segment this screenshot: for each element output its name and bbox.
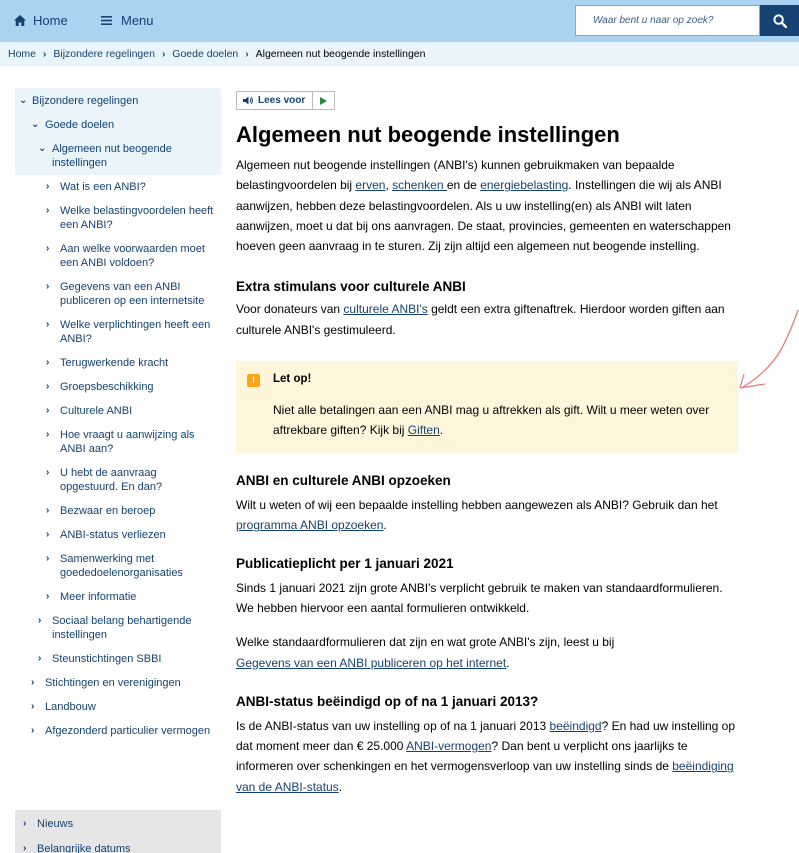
sidebar-item-nieuws[interactable] <box>15 810 221 835</box>
chevron-down-icon: ⌄ <box>38 143 47 154</box>
link-beeindigd[interactable]: beëindigd <box>549 718 602 733</box>
intro-text: . Instellingen die wij als ANBI aanwijzen, hebben deze belastingvoordelen. Als u uw instelling(en) als ANBI wilt laten aanwijzen, moet u dat bij ons aanvragen. De staat, provincies, gemeenten en waterschappen hoeven geen aanvraag in te sturen. Zij zijn altijd een algemeen nut beogende instelling. <box>236 178 731 254</box>
search-button[interactable] <box>760 5 799 36</box>
sidebar-item-label: Goede doelen <box>45 119 115 131</box>
chevron-right-icon: › <box>23 818 27 829</box>
breadcrumb-current: Algemeen nut beogende instellingen <box>255 48 426 60</box>
sidebar-item-aanvraag-opgestuurd[interactable] <box>15 461 221 499</box>
opzoeken-text: Wilt u weten of wij een bepaalde instelling hebben aangewezen als ANBI? Gebruik dan het <box>236 498 718 513</box>
hamburger-icon <box>101 16 112 25</box>
intro-text: , <box>385 178 393 193</box>
home-label: Home <box>33 13 68 28</box>
sidebar-item-afgezonderd-vermogen[interactable] <box>15 719 221 743</box>
link-programma-anbi-opzoeken[interactable]: programma ANBI opzoeken <box>236 518 384 533</box>
heading-publicatieplicht: Publicatieplicht per 1 januari 2021 <box>236 555 454 571</box>
lees-voor-button[interactable] <box>237 92 313 109</box>
sidebar-item-label: Aan welke voorwaarden moet een ANBI voldoen? <box>60 243 205 269</box>
breadcrumb-bijzondere-regelingen[interactable]: Bijzondere regelingen <box>53 48 155 60</box>
sidebar-item-label: Sociaal belang behartigende instellingen <box>52 615 192 641</box>
sidebar-item-label: Gegevens van een ANBI publiceren op een internetsite <box>60 281 205 307</box>
notice-box <box>236 361 738 453</box>
page-title: Algemeen nut beogende instellingen <box>236 122 620 147</box>
sidebar-item-sbbi[interactable] <box>15 609 221 647</box>
sidebar-item-landbouw[interactable] <box>15 695 221 719</box>
sidebar-item-culturele-anbi[interactable] <box>15 399 221 423</box>
heading-anbi-opzoeken: ANBI en culturele ANBI opzoeken <box>236 473 451 489</box>
play-button[interactable] <box>313 92 334 109</box>
status-text: ? Dan bent u verplicht ons jaarlijks te informeren over schenkingen en het vermogensverloop van uw instelling sinds de <box>236 739 688 774</box>
chevron-right-icon: › <box>46 529 50 540</box>
sidebar-item-label: Wat is een ANBI? <box>60 181 146 193</box>
sidebar-navigation <box>15 88 221 743</box>
lees-voor-label: Lees voor <box>258 95 306 106</box>
sidebar-item-belastingvoordelen[interactable] <box>15 199 221 237</box>
home-link[interactable] <box>14 13 68 28</box>
sidebar-item-samenwerking[interactable] <box>15 547 221 585</box>
menu-label: Menu <box>121 13 154 28</box>
link-gegevens-publiceren[interactable]: Gegevens van een ANBI publiceren op het internet <box>236 655 507 670</box>
sidebar-item-label: Afgezonderd particulier vermogen <box>45 725 211 737</box>
search-icon <box>773 14 787 28</box>
top-navigation-bar <box>0 0 799 42</box>
sidebar-item-label: Landbouw <box>45 701 96 713</box>
sidebar-item-label: Hoe vraagt u aanwijzing als ANBI aan? <box>60 429 195 455</box>
annotation-arrow-icon <box>738 308 799 393</box>
sidebar-item-voorwaarden[interactable] <box>15 237 221 275</box>
notice-body: Niet alle betalingen aan een ANBI mag u aftrekken als gift. Wilt u meer weten over aftrekbare giften? Kijk bij <box>273 403 710 438</box>
sidebar-item-goede-doelen[interactable] <box>15 113 221 137</box>
sidebar-item-meer-informatie[interactable] <box>15 585 221 609</box>
sidebar-item-label: Welke verplichtingen heeft een ANBI? <box>60 319 211 345</box>
link-beeindiging-anbi-status[interactable]: beëindiging van de ANBI-status <box>236 759 734 794</box>
chevron-right-icon: › <box>46 505 50 516</box>
sidebar-item-label: Bijzondere regelingen <box>32 95 139 107</box>
link-anbi-vermogen[interactable]: ANBI-vermogen <box>406 739 492 754</box>
sidebar-item-label: Meer informatie <box>60 591 137 603</box>
heading-anbi-status-beeindigd: ANBI-status beëindigd op of na 1 januari 2013? <box>236 693 539 709</box>
sidebar-item-belangrijke-datums[interactable] <box>15 835 221 853</box>
chevron-right-icon: › <box>31 701 35 712</box>
breadcrumb-separator-icon: › <box>43 48 47 60</box>
status-text: ? En had uw instelling op dat moment meer dan € 25.000 <box>236 718 736 754</box>
breadcrumb-goede-doelen[interactable]: Goede doelen <box>172 48 239 60</box>
sidebar-item-terugwerkende-kracht[interactable] <box>15 351 221 375</box>
link-culturele-anbis[interactable]: culturele ANBI's <box>343 302 428 317</box>
sidebar-item-anbi[interactable] <box>15 137 221 175</box>
link-erven[interactable]: erven <box>355 178 386 193</box>
chevron-down-icon: ⌄ <box>31 119 40 130</box>
notice-text <box>273 400 728 441</box>
sidebar-item-label: Stichtingen en verenigingen <box>45 677 181 689</box>
extra-text: Voor donateurs van <box>236 302 344 317</box>
chevron-right-icon: › <box>46 405 50 416</box>
sidebar-item-label: ANBI-status verliezen <box>60 529 166 541</box>
sidebar-item-label: Groepsbeschikking <box>60 381 154 393</box>
link-energiebelasting[interactable]: energiebelasting <box>480 178 569 193</box>
sidebar-item-label: Culturele ANBI <box>60 405 133 417</box>
chevron-right-icon: › <box>46 319 50 330</box>
sidebar-item-verplichtingen[interactable] <box>15 313 221 351</box>
chevron-right-icon: › <box>23 843 27 853</box>
chevron-right-icon: › <box>38 653 42 664</box>
heading-extra-stimulans: Extra stimulans voor culturele ANBI <box>236 279 466 295</box>
sidebar-item-aanwijzing-aanvragen[interactable] <box>15 423 221 461</box>
sidebar-item-label: Steunstichtingen SBBI <box>52 653 162 665</box>
link-giften[interactable]: Giften <box>407 423 440 438</box>
sidebar-item-groepsbeschikking[interactable] <box>15 375 221 399</box>
sidebar-item-bijzondere-regelingen[interactable] <box>15 88 221 113</box>
chevron-right-icon: › <box>46 357 50 368</box>
notice-title: Let op! <box>273 373 312 386</box>
sidebar-item-label: Samenwerking met goededoelenorganisaties <box>60 553 183 579</box>
intro-text: Algemeen nut beogende instellingen (ANBI's) kunnen gebruikmaken van bepaalde belastingvoordelen bij <box>236 158 675 193</box>
chevron-right-icon: › <box>46 205 50 216</box>
play-icon <box>320 97 327 105</box>
sidebar-item-label: U hebt de aanvraag opgestuurd. En dan? <box>60 467 163 493</box>
sidebar-item-label: Welke belastingvoordelen heeft een ANBI? <box>60 205 214 231</box>
chevron-right-icon: › <box>46 181 50 192</box>
status-paragraph <box>236 716 738 797</box>
extra-text: geldt een extra giftenaftrek. Hierdoor worden giften aan culturele ANBI's gestimuleerd. <box>236 302 725 337</box>
speaker-icon <box>243 96 254 105</box>
sidebar-item-anbi-status-verliezen[interactable] <box>15 523 221 547</box>
home-icon <box>14 15 26 26</box>
menu-button[interactable] <box>101 13 154 28</box>
search-input[interactable] <box>575 5 760 36</box>
chevron-right-icon: › <box>46 591 50 602</box>
chevron-right-icon: › <box>31 725 35 736</box>
chevron-down-icon: ⌄ <box>19 95 28 106</box>
chevron-right-icon: › <box>46 553 50 564</box>
notice-body: . <box>439 423 444 438</box>
publicatie-paragraph-2 <box>236 632 738 673</box>
sidebar-item-steunstichtingen[interactable] <box>15 647 221 671</box>
status-text: . <box>338 779 343 794</box>
sidebar-item-label: Terugwerkende kracht <box>60 357 169 369</box>
opzoeken-paragraph <box>236 495 738 536</box>
publicatie-text: . <box>506 655 510 670</box>
chevron-right-icon: › <box>46 429 50 440</box>
sidebar-item-label: Algemeen nut beogende instellingen <box>52 143 172 169</box>
chevron-right-icon: › <box>38 615 42 626</box>
sidebar-item-label: Belangrijke datums <box>37 843 131 853</box>
breadcrumb-separator-icon: › <box>161 48 166 60</box>
intro-text: en de <box>446 178 481 193</box>
chevron-right-icon: › <box>46 281 50 292</box>
breadcrumb <box>0 42 799 66</box>
chevron-right-icon: › <box>46 467 50 478</box>
sidebar-secondary-navigation <box>15 810 221 853</box>
chevron-right-icon: › <box>46 243 50 254</box>
breadcrumb-home[interactable]: Home <box>8 48 37 60</box>
sidebar-item-gegevens-publiceren[interactable] <box>15 275 221 313</box>
intro-paragraph <box>236 155 738 256</box>
lees-voor-control <box>236 91 335 110</box>
publicatie-paragraph-1: Sinds 1 januari 2021 zijn grote ANBI's verplicht gebruik te maken van standaardformulieren. We hebben hiervoor een aantal formulieren ontwikkeld. <box>236 580 723 615</box>
sidebar-item-label: Nieuws <box>37 818 74 830</box>
warning-icon: ! <box>247 374 260 387</box>
status-text: Is de ANBI-status van uw instelling op of na 1 januari 2013 <box>236 718 550 733</box>
chevron-right-icon: › <box>46 381 50 392</box>
chevron-right-icon: › <box>31 677 35 688</box>
publicatie-text: Welke standaardformulieren dat zijn en wat grote ANBI's zijn, leest u bij <box>236 635 615 650</box>
main-content <box>236 91 738 797</box>
link-schenken[interactable]: schenken <box>392 178 447 193</box>
sidebar-item-label: Bezwaar en beroep <box>60 505 156 517</box>
sidebar-item-stichtingen[interactable] <box>15 671 221 695</box>
breadcrumb-separator-icon: › <box>245 48 249 60</box>
extra-paragraph <box>236 299 738 340</box>
sidebar-item-wat-is-een-anbi[interactable] <box>15 175 221 199</box>
opzoeken-text: . <box>383 518 387 533</box>
sidebar-item-bezwaar-en-beroep[interactable] <box>15 499 221 523</box>
